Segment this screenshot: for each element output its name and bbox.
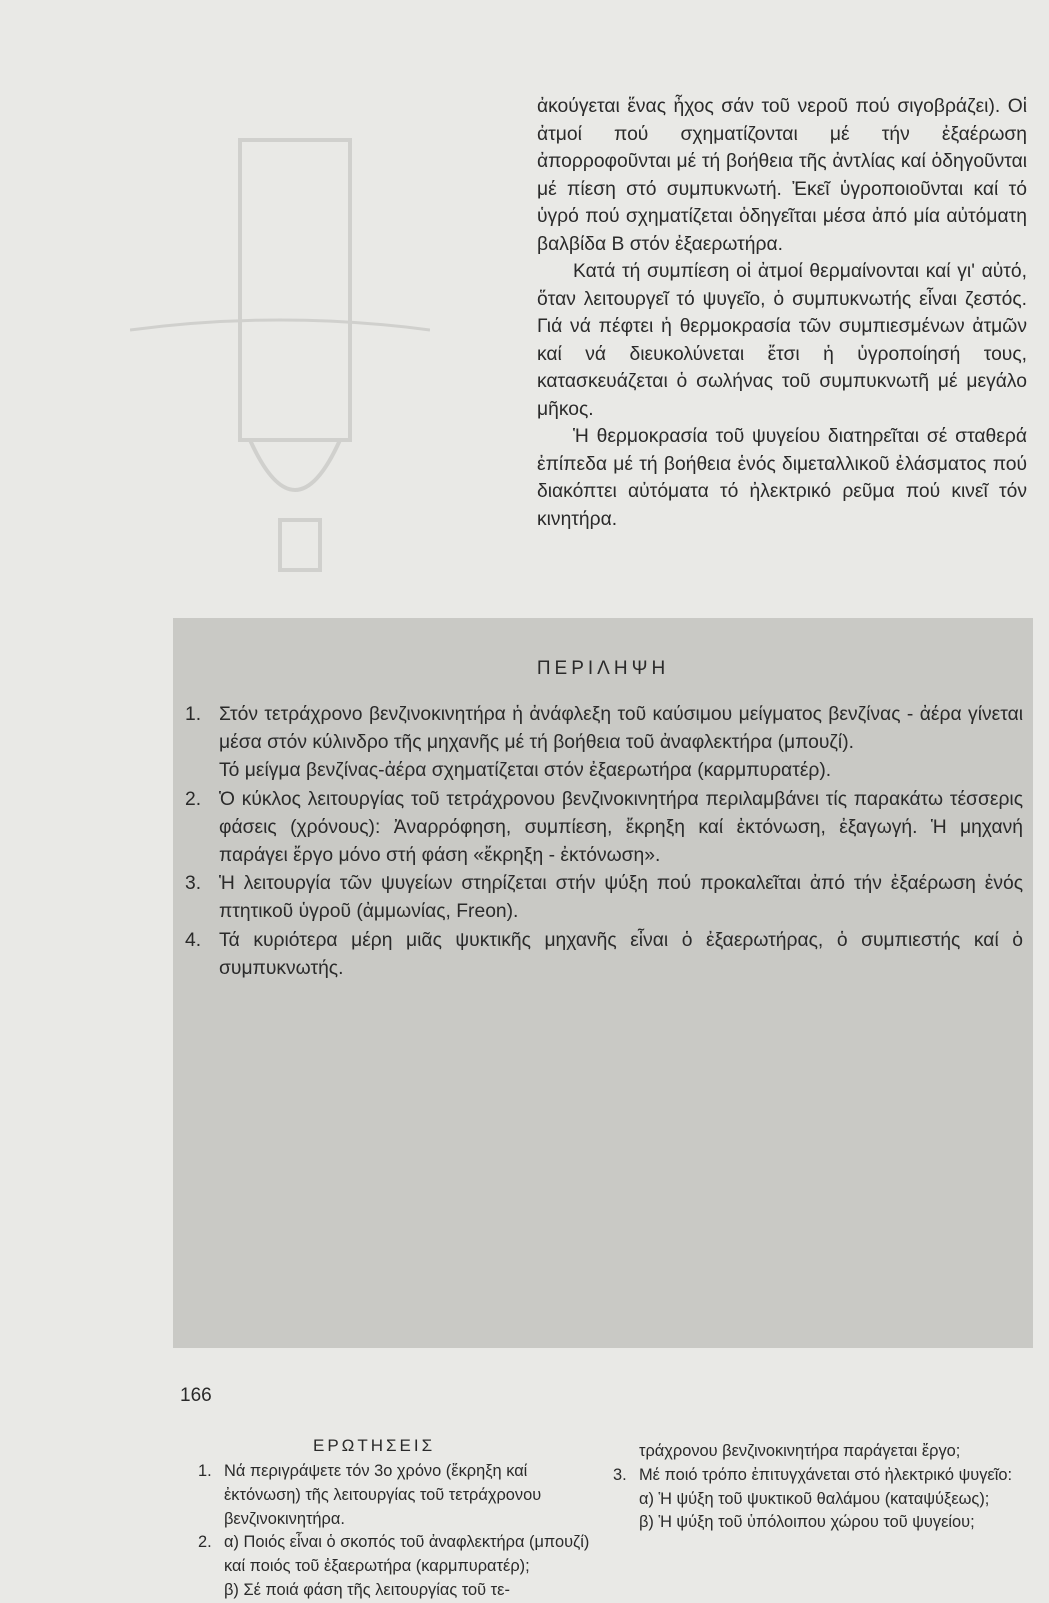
question-item — [613, 1464, 1013, 1535]
summary-item — [185, 701, 1023, 786]
summary-item — [185, 786, 1023, 871]
summary-title: ΠΕΡΙΛΗΨΗ — [536, 658, 670, 679]
summary-item — [185, 870, 1023, 926]
question-text: Νά περιγράψετε τόν 3ο χρόνο (ἔκρηξη καί ἐκτόνωση) τῆς λειτουργίας τοῦ τετράχρονου βενζινοκινητήρα. — [224, 1462, 542, 1528]
question-text: β) Σέ ποιά φάση τῆς λειτουργίας τοῦ τε- — [224, 1580, 510, 1599]
body-text — [537, 93, 1027, 533]
question-item — [198, 1460, 590, 1531]
paragraph: Ἡ θερμοκρασία τοῦ ψυγείου διατηρεῖται σέ σταθερά ἐπίπεδα μέ τή βοήθεια ἑνός διμεταλλικοῦ ἐλάσματος πού διακόπτει αὐτόματα τό ἠλεκτρικό ρεῦμα πού κινεῖ τόν κινητήρα. — [537, 426, 1027, 530]
item-number: 1. — [185, 704, 202, 725]
show-through-figure — [130, 80, 430, 600]
question-number: 3. — [613, 1465, 627, 1484]
item-text: Ἡ λειτουργία τῶν ψυγείων στηρίζεται στήν ψύξη πού προκαλεῖται ἀπό τήν ἐξαέρωση ἑνός πτητικοῦ ὑγροῦ (ἀμμωνίας, Freon). — [219, 873, 1023, 923]
question-number: 1. — [198, 1462, 212, 1480]
summary-list — [185, 701, 1023, 983]
paragraph: ἀκούγεται ἕνας ἦχος σάν τοῦ νεροῦ πού σιγοβράζει). Οἱ ἀτμοί πού σχηματίζονται μέ τήν ἐξαέρωση ἀπορροφοῦνται μέ τή βοήθεια τῆς ἀντλίας καί ὁδηγοῦνται μέ πίεση στό συμπυκνωτή. Ἐκεῖ ὑγροποιοῦνται καί τό ὑγρό πού σχηματίζεται ὁδηγεῖται μέσα ἀπό μία αὐτόματη βαλβίδα Β στόν ἐξαερωτήρα. — [537, 96, 1027, 255]
questions-left-column — [198, 1460, 590, 1603]
item-number: 3. — [185, 873, 202, 895]
item-text: Τό μείγμα βενζίνας-ἀέρα σχηματίζεται στόν ἐξαερωτήρα (καρμπυρατέρ). — [219, 760, 832, 782]
question-text: α) Ἡ ψύξη τοῦ ψυκτικοῦ θαλάμου (καταψύξεως); — [639, 1489, 990, 1508]
item-text: Τά κυριότερα μέρη μιᾶς ψυκτικῆς μηχανῆς εἶναι ὁ ἐξαερωτήρας, ὁ συμπιεστής καί ὁ συμπυκνωτής. — [219, 929, 1023, 979]
page-number: 166 — [180, 1385, 212, 1406]
summary-item — [185, 927, 1023, 983]
question-number: 2. — [198, 1533, 212, 1552]
question-text: α) Ποιός εἶναι ὁ σκοπός τοῦ ἀναφλεκτήρα (μπουζί) καί ποιός τοῦ ἐξαερωτήρα (καρμπυρατέρ); — [224, 1533, 590, 1576]
question-text: Μέ ποιό τρόπο ἐπιτυγχάνεται στό ἠλεκτρικό ψυγεῖο: — [639, 1465, 1013, 1484]
item-number: 4. — [185, 929, 202, 951]
paragraph: Κατά τή συμπίεση οἱ ἀτμοί θερμαίνονται καί γι' αὐτό, ὅταν λειτουργεῖ τό ψυγεῖο, ὁ συμπυκνωτής εἶναι ζεστός. Γιά νά πέφτει ἡ θερμοκρασία τῶν συμπιεσμένων ἀτμῶν καί νά διευκολύνεται ἔτσι ἡ ὑγροποίησή τους, κατασκευάζεται ὁ σωλήνας τοῦ συμπυκνωτῆ μέ μεγάλο μῆκος. — [537, 261, 1027, 420]
question-text: β) Ἡ ψύξη τοῦ ὑπόλοιπου χώρου τοῦ ψυγείου; — [639, 1513, 975, 1532]
question-item — [198, 1531, 590, 1602]
item-text: Στόν τετράχρονο βενζινοκινητήρα ἡ ἀνάφλεξη τοῦ καύσιμου μείγματος βενζίνας - ἀέρα γίνεται μέσα στόν κύλινδρο τῆς μηχανῆς μέ τή βοήθεια τοῦ ἀναφλεκτήρα (μπουζί). — [219, 704, 1023, 754]
questions-right-column — [613, 1440, 1013, 1535]
item-text: Ὁ κύκλος λειτουργίας τοῦ τετράχρονου βενζινοκινητήρα περιλαμβάνει τίς παρακάτω τέσσερις φάσεις (χρόνους): Ἀναρρόφηση, συμπίεση, ἔκρηξη καί ἐκτόνωση, ἐξαγωγή. Ἡ μηχανή παράγει ἔργο μόνο στή φάση «ἔκρηξη - ἐκτόνωση». — [219, 788, 1023, 867]
question-continuation: τράχρονου βενζινοκινητήρα παράγεται ἔργο; — [639, 1442, 961, 1460]
item-number: 2. — [185, 788, 202, 810]
questions-title: ΕΡΩΤΗΣΕΙΣ — [313, 1436, 436, 1455]
